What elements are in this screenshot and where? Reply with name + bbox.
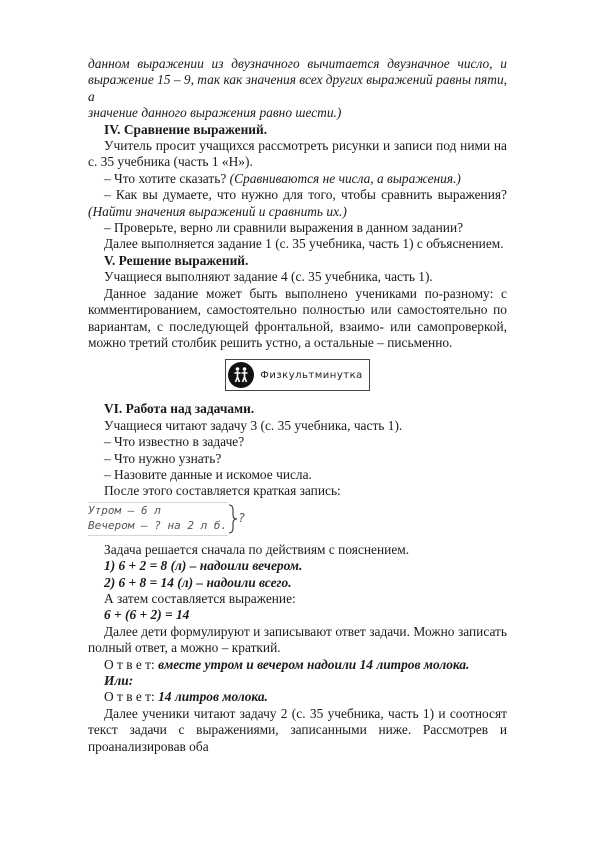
question-text: – Что хотите сказать? bbox=[104, 170, 230, 186]
intro-line-3: значение данного выражения равно шести.) bbox=[88, 105, 342, 121]
section-6-paragraph-3: Задача решается сначала по действиям с пояснением. bbox=[104, 541, 410, 557]
section-4-heading: IV. Сравнение выражений. bbox=[104, 121, 268, 137]
section-6-question-3: – Назовите данные и искомое числа. bbox=[104, 466, 312, 482]
section-6-question-2: – Что нужно узнать? bbox=[104, 450, 222, 466]
exercise-people-icon bbox=[228, 362, 254, 388]
answer-text: вместе утром и вечером надоили 14 литров молока. bbox=[154, 656, 470, 672]
section-4-question-1 bbox=[88, 171, 507, 187]
curly-brace-icon bbox=[228, 504, 238, 534]
intro-line-1: данном выражении из двузначного вычитается двузначное число, и bbox=[88, 56, 507, 71]
physical-break-banner bbox=[88, 355, 507, 395]
section-4-paragraph-2: Далее выполняется задание 1 (с. 35 учебника, часть 1) с объяснением. bbox=[104, 236, 504, 252]
solution-step-1: 1) 6 + 2 = 8 (л) – надоили вечером. bbox=[104, 558, 303, 574]
short-note-line-1: Утром – 6 л bbox=[88, 503, 161, 517]
section-4-question-3: – Проверьте, верно ли сравнили выражения в данном задании? bbox=[104, 220, 464, 236]
answer-full bbox=[88, 657, 507, 673]
answer-short bbox=[88, 689, 507, 705]
section-6-paragraph-2: После этого составляется краткая запись: bbox=[104, 483, 341, 499]
section-6-question-1: – Что известно в задаче? bbox=[104, 434, 245, 450]
section-6-paragraph-1: Учащиеся читают задачу 3 (с. 35 учебника, часть 1). bbox=[104, 417, 403, 433]
section-6-paragraph-6: Далее ученики читают задачу 2 (с. 35 учебника, часть 1) и соотносят текст задачи с выражениями, записанными ниже. Рассмотрев и проанализировав оба bbox=[88, 705, 507, 754]
section-5-paragraph-1: Учащиеся выполняют задание 4 (с. 35 учебника, часть 1). bbox=[104, 269, 433, 285]
answer-text: 14 литров молока. bbox=[154, 689, 268, 705]
question-answer: (Сравниваются не числа, а выражения.) bbox=[229, 170, 461, 186]
question-text: – Как вы думаете, что нужно для того, чтобы сравнить выражения? bbox=[104, 187, 507, 203]
section-5-paragraph-2: Данное задание может быть выполнено учениками по-разному: с комментированием, самостоятельно полностью или самостоятельно по вариантам, с последующей фронтальной, взаимо- или самопроверкой, можно третий столбик решить устно, а остальные – письменно. bbox=[88, 285, 507, 350]
solution-step-2: 2) 6 + 8 = 14 (л) – надоили всего. bbox=[104, 574, 292, 590]
solution-expression: 6 + (6 + 2) = 14 bbox=[104, 607, 190, 623]
question-answer: (Найти значения выражений и сравнить их.) bbox=[88, 203, 347, 219]
banner-label: Физкультминутка bbox=[260, 369, 363, 381]
section-4-question-2 bbox=[88, 187, 507, 220]
section-6-paragraph-4: А затем составляется выражение: bbox=[104, 590, 296, 606]
short-note-diagram bbox=[88, 502, 507, 538]
answer-label: О т в е т: bbox=[104, 656, 155, 672]
section-6-paragraph-5: Далее дети формулируют и записывают ответ задачи. Можно записать полный ответ, а можно – краткий. bbox=[88, 623, 507, 656]
document-page bbox=[88, 56, 507, 755]
section-6-heading: VI. Работа над задачами. bbox=[104, 401, 255, 417]
short-note-line-2: Вечером – ? на 2 л б. bbox=[88, 518, 228, 532]
banner-frame bbox=[225, 359, 370, 391]
section-4-paragraph-1: Учитель просит учащихся рассмотреть рисунки и записи под ними на с. 35 учебника (часть 1 «Н»). bbox=[88, 138, 507, 170]
intro-line-2: выражение 15 – 9, так как значения всех других выражений равны пяти, а bbox=[88, 72, 507, 104]
short-note-question: ? bbox=[238, 510, 246, 525]
section-5-heading: V. Решение выражений. bbox=[104, 252, 249, 268]
or-label: Или: bbox=[104, 673, 134, 688]
answer-label: О т в е т: bbox=[104, 689, 155, 705]
